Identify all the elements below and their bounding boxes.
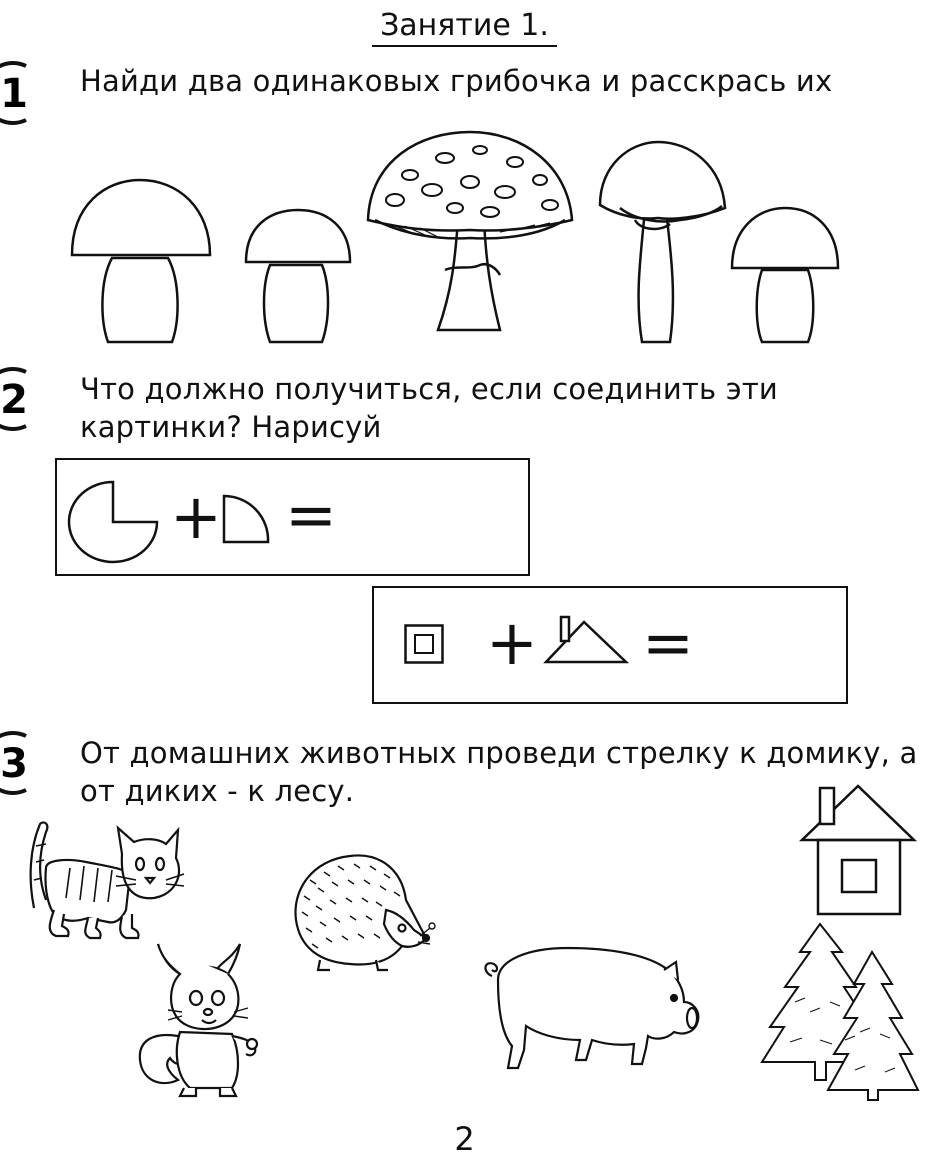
lesson-title-text: Занятие 1.	[372, 8, 557, 47]
equation-1-plus: +	[170, 480, 222, 553]
equation-1-equals: =	[285, 478, 337, 551]
task-1-line-1: Найди два одинаковых грибочка и расскрась их	[80, 64, 833, 98]
forest-icon	[760, 922, 920, 1102]
task-1-number: 1	[0, 71, 28, 117]
equation-box-1	[55, 458, 530, 576]
lesson-title	[0, 8, 929, 43]
squirrel-icon	[134, 940, 264, 1100]
task-1-number-badge	[0, 60, 46, 126]
task-3-line-2: от диких - к лесу.	[80, 774, 355, 808]
mushroom-5-white-icon	[732, 208, 838, 342]
mushroom-4-toadstool-icon	[600, 142, 725, 342]
mushroom-3-fly-agaric-icon	[368, 132, 572, 330]
house-icon	[800, 780, 918, 920]
task-2-number: 2	[0, 377, 28, 423]
task-1-text	[80, 62, 832, 100]
pig-icon	[478, 940, 706, 1074]
mushroom-2-white-icon	[246, 210, 350, 342]
task-3-text	[80, 734, 917, 810]
task-3-number: 3	[0, 741, 28, 787]
equation-2-plus: +	[486, 606, 538, 679]
quarter-circle-icon	[222, 494, 272, 544]
equation-box-2	[372, 586, 848, 704]
task-2-text	[80, 370, 778, 446]
roof-with-chimney-icon	[544, 614, 629, 666]
mushrooms-row	[60, 120, 860, 360]
cat-icon	[26, 818, 186, 944]
mushroom-1-white-icon	[72, 180, 210, 342]
task-2-number-badge	[0, 366, 46, 432]
nested-squares-icon	[404, 624, 444, 664]
task-3-line-1: От домашних животных проведи стрелку к домику, а	[80, 736, 918, 770]
three-quarter-circle-icon	[69, 482, 169, 562]
hedgehog-icon	[290, 850, 440, 974]
task-3-number-badge	[0, 730, 46, 796]
page-number: 2	[454, 1120, 475, 1158]
equation-2-equals: =	[642, 606, 694, 679]
task-2-line-2: картинки? Нарисуй	[80, 410, 382, 444]
task-2-line-1: Что должно получиться, если соединить эти	[80, 372, 778, 406]
